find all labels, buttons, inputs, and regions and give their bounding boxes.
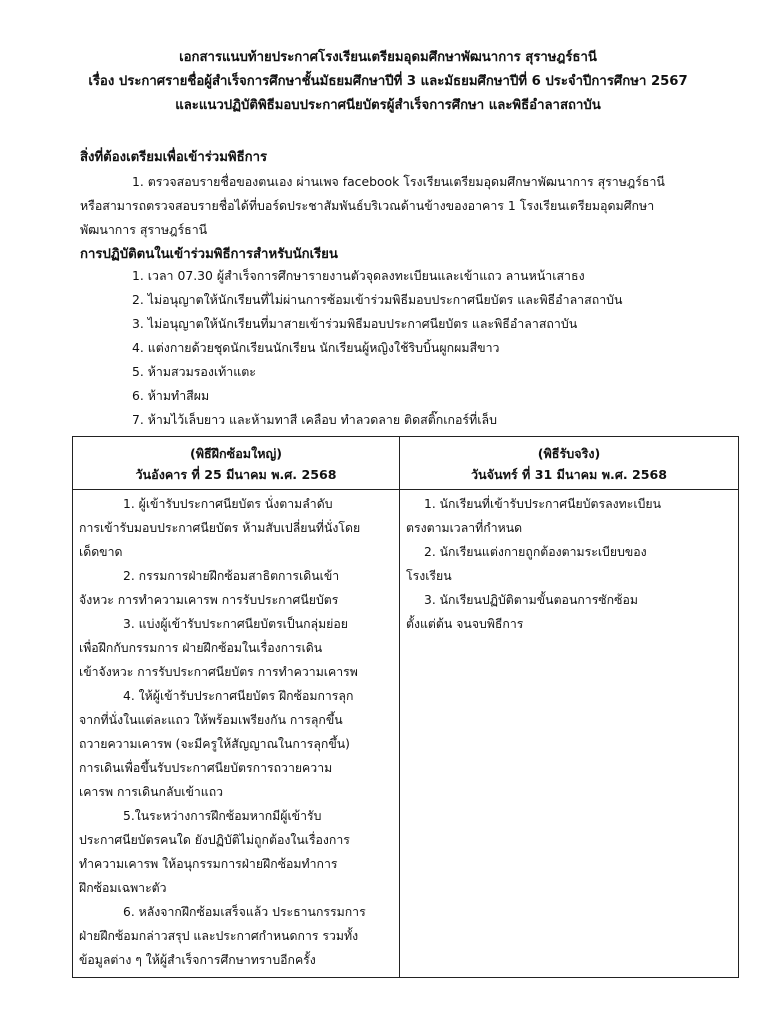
- rehearsal-item: [79, 564, 393, 612]
- list-item: 6. ห้ามทำสีผม: [132, 388, 210, 403]
- item-line: 3. นักเรียนปฏิบัติตามขั้นตอนการซักซ้อม: [424, 593, 638, 607]
- header-line-1: เอกสารแนบท้ายประกาศโรงเรียนเตรียมอุดมศึกษาพัฒนาการ สุราษฎร์ธานี: [179, 50, 597, 65]
- preparation-line: หรือสามารถตรวจสอบรายชื่อได้ที่บอร์ดประชาสัมพันธ์บริเวณด้านข้างของอาคาร 1 โรงเรียนเตรียมอุดมศึกษา: [80, 198, 655, 213]
- list-item: 1. เวลา 07.30 ผู้สำเร็จการศึกษารายงานตัวจุดลงทะเบียนและเข้าแถว ลานหน้าเสาธง: [132, 268, 585, 283]
- rehearsal-item: [79, 804, 393, 900]
- actual-item: [406, 492, 732, 540]
- item-line: ข้อมูลต่าง ๆ ให้ผู้สำเร็จการศึกษาทราบอีกครั้ง: [79, 953, 316, 967]
- list-item: 2. ไม่อนุญาตให้นักเรียนที่ไม่ผ่านการซ้อมเข้าร่วมพิธีมอบประกาศนียบัตร และพิธีอำลาสถาบัน: [132, 292, 623, 307]
- item-line: 1. นักเรียนที่เข้ารับประกาศนียบัตรลงทะเบียน: [424, 497, 661, 511]
- actual-items-cell: [400, 490, 739, 978]
- student-conduct-list: [132, 264, 623, 432]
- rehearsal-heading: (พิธีฝึกซ้อมใหญ่): [189, 446, 283, 461]
- actual-header-cell: [400, 437, 739, 490]
- list-item: 7. ห้ามไว้เล็บยาว และห้ามทาสี เคลือบ ทำลวดลาย ติดสติ๊กเกอร์ที่เล็บ: [132, 412, 497, 427]
- rehearsal-item: [79, 684, 393, 804]
- header-line-3: และแนวปฏิบัติพิธีมอบประกาศนียบัตรผู้สำเร็จการศึกษา และพิธีอำลาสถาบัน: [175, 98, 601, 113]
- item-line: ตรงตามเวลาที่กำหนด: [406, 521, 523, 535]
- item-line: ฝ่ายฝึกซ้อมกล่าวสรุป และประกาศกำหนดการ รวมทั้ง: [79, 929, 359, 943]
- item-line: ทำความเคารพ ให้อนุกรรมการฝ่ายฝึกซ้อมทำการ: [79, 857, 338, 871]
- item-line: 2. กรรมการฝ่ายฝึกซ้อมสาธิตการเดินเข้า: [123, 569, 340, 583]
- rehearsal-items-cell: [73, 490, 400, 978]
- item-line: เด็ดขาด: [79, 545, 123, 559]
- item-line: 5.ในระหว่างการฝึกซ้อมหากมีผู้เข้ารับ: [123, 809, 322, 823]
- actual-heading: (พิธีรับจริง): [537, 446, 601, 461]
- item-line: 6. หลังจากฝึกซ้อมเสร็จแล้ว ประธานกรรมการ: [123, 905, 366, 919]
- item-line: 1. ผู้เข้ารับประกาศนียบัตร นั่งตามลำดับ: [123, 497, 333, 511]
- preparation-title: สิ่งที่ต้องเตรียมเพื่อเข้าร่วมพิธีการ: [80, 150, 268, 165]
- item-line: ตั้งแต่ต้น จนจบพิธีการ: [406, 617, 524, 631]
- document-header: [40, 46, 736, 118]
- item-line: 3. แบ่งผู้เข้ารับประกาศนียบัตรเป็นกลุ่มย่อย: [123, 617, 348, 631]
- item-line: การเข้ารับมอบประกาศนียบัตร ห้ามสับเปลี่ยนที่นั่งโดย: [79, 521, 361, 535]
- item-line: การเดินเพื่อขึ้นรับประกาศนียบัตรการถวายความ: [79, 761, 333, 775]
- list-item: 4. แต่งกายด้วยชุดนักเรียนนักเรียน นักเรียนผู้หญิงใช้ริบบิ้นผูกผมสีขาว: [132, 340, 500, 355]
- item-line: ถวายความเคารพ (จะมีครูให้สัญญาณในการลุกขึ้น): [79, 737, 350, 751]
- item-line: 4. ให้ผู้เข้ารับประกาศนียบัตร ฝึกซ้อมการลุก: [123, 689, 354, 703]
- rehearsal-item: [79, 612, 393, 684]
- rehearsal-item: [79, 900, 393, 972]
- header-line-2: เรื่อง ประกาศรายชื่อผู้สำเร็จการศึกษาชั้นมัธยมศึกษาปีที่ 3 และมัธยมศึกษาปีที่ 6 ประจำปีการศึกษา 2567: [88, 74, 688, 89]
- preparation-line: 1. ตรวจสอบรายชื่อของตนเอง ผ่านเพจ facebook โรงเรียนเตรียมอุดมศึกษาพัฒนาการ สุราษฎร์ธานี: [132, 174, 665, 189]
- preparation-line: พัฒนาการ สุราษฎร์ธานี: [80, 222, 208, 237]
- item-line: โรงเรียน: [406, 569, 452, 583]
- item-line: เพื่อฝึกกับกรรมการ ฝ่ายฝึกซ้อมในเรื่องการเดิน: [79, 641, 323, 655]
- item-line: จังหวะ การทำความเคารพ การรับประกาศนียบัตร: [79, 593, 339, 607]
- list-item: 5. ห้ามสวมรองเท้าแตะ: [132, 364, 256, 379]
- list-item: 3. ไม่อนุญาตให้นักเรียนที่มาสายเข้าร่วมพิธีมอบประกาศนียบัตร และพิธีอำลาสถาบัน: [132, 316, 578, 331]
- student-conduct-title: การปฏิบัติตนในเข้าร่วมพิธีการสำหรับนักเรียน: [80, 247, 338, 262]
- actual-item: [406, 540, 732, 588]
- item-line: 2. นักเรียนแต่งกายถูกต้องตามระเบียบของ: [424, 545, 647, 559]
- rehearsal-header-cell: [73, 437, 400, 490]
- item-line: ฝึกซ้อมเฉพาะตัว: [79, 881, 167, 895]
- item-line: ประกาศนียบัตรคนใด ยังปฏิบัติไม่ถูกต้องในเรื่องการ: [79, 833, 350, 847]
- item-line: จากที่นั่งในแต่ละแถว ให้พร้อมเพรียงกัน การลุกขึ้น: [79, 713, 343, 727]
- ceremony-table: [72, 436, 739, 978]
- item-line: เคารพ การเดินกลับเข้าแถว: [79, 785, 224, 799]
- rehearsal-date: วันอังคาร ที่ 25 มีนาคม พ.ศ. 2568: [135, 467, 337, 482]
- preparation-paragraph: [80, 170, 700, 242]
- actual-date: วันจันทร์ ที่ 31 มีนาคม พ.ศ. 2568: [470, 467, 668, 482]
- actual-item: [406, 588, 732, 636]
- item-line: เข้าจังหวะ การรับประกาศนียบัตร การทำความเคารพ: [79, 665, 358, 679]
- rehearsal-item: [79, 492, 393, 564]
